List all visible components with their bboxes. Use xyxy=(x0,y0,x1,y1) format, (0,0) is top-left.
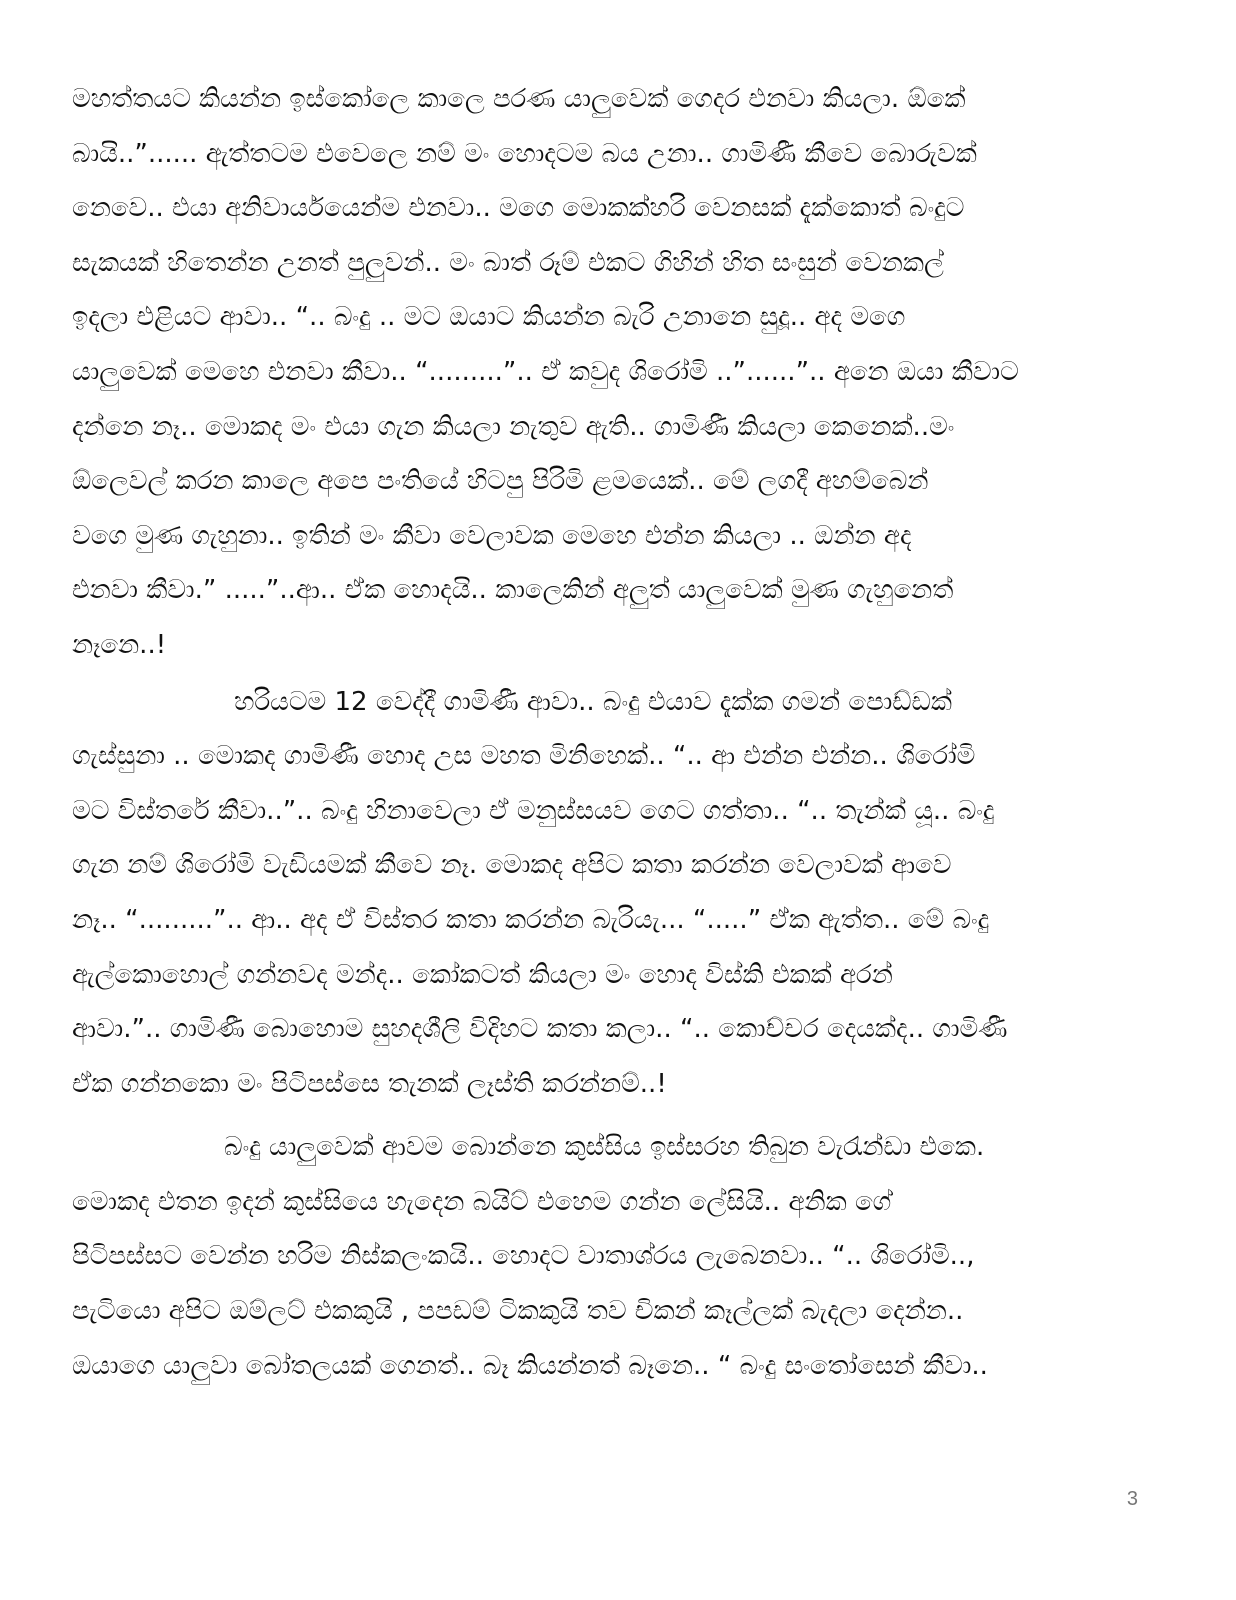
text-line: ඕලෙවල් කරන කාලෙ අපෙ පංතියේ හිටපු පිරිමි ළමයෙක්.. මේ ලගදී අහම්බෙන් xyxy=(72,466,929,497)
text-line: දන්නෙ නෑ.. මොකද මං එයා ගැන කියලා නැතුව ඇති.. ගාමිණී කියලා කෙනෙක්..මං xyxy=(72,411,955,442)
text-line: එනවා කීවා.” .....”..ආ.. ඒක හොදයි.. කාලෙකින් අලුත් යාලුවෙක් මුණ ගැහුනෙත් xyxy=(72,575,954,606)
text-line: පැටියො අපිට ඔම්ලට් එකකුයි , පපඩම් ටිකකුයි තව චිකන් කෑල්ලක් බැදලා දෙන්න.. xyxy=(72,1296,964,1327)
text-line: ඔයාගෙ යාලුවා බෝතලයක් ගෙනත්.. බෑ කියන්නත් බෑනෙ.. “ බංදු සංතෝසෙන් කීවා.. xyxy=(72,1350,988,1381)
paragraph-3 xyxy=(72,1120,1152,1393)
text-line: වගෙ මුණ ගැහුනා.. ඉතින් මං කීවා වෙලාවක මෙහෙ එන්න කියලා .. ඔන්න අද xyxy=(72,520,912,551)
page-number: 3 xyxy=(1126,1488,1138,1510)
text-line: ඇල්කොහොල් ගන්නවද මන්ද.. කෝකටත් කියලා මං හොද විස්කි එකක් අරන් xyxy=(72,959,893,990)
text-line: ආවා.”.. ගාමිණී බොහොම සුහදශීලි විදිහට කතා කලා.. “.. කොච්චර දෙයක්ද.. ගාමිණී xyxy=(72,1014,1008,1045)
paragraph-1 xyxy=(72,72,1152,673)
text-line: යාලුවෙක් මෙහෙ එනවා කීවා.. “.........”.. ඒ කවුද ශිරෝමි ..”......”.. අනෙ ඔයා කීවාට xyxy=(72,356,1019,387)
text-line: සැකයක් හිතෙන්න උනත් පුලුවන්.. මං බාත් රූම් එකට ගිහින් හිත සංසුන් වෙනකල් xyxy=(72,247,944,278)
text-line: හරියටම 12 වෙද්දී ගාමිණී ආවා.. බංදු එයාව දැක්ක ගමන් පොඩ්ඩක් xyxy=(234,686,952,717)
text-line: බායි..”...... ඇත්තටම එවෙලෙ නම් මං හොදටම බය උනා.. ගාමිණී කීවෙ බොරුවක් xyxy=(72,138,977,169)
text-line: මට විස්තරේ කීවා..”.. බංදු හිනාවෙලා ඒ මනුස්සයව ගෙට ගත්තා.. “.. තැන්ක් යූ.. බංදු xyxy=(72,795,995,826)
paragraph-2 xyxy=(72,675,1152,1112)
text-line: නෑ.. “.........”.. ආ.. අද ඒ විස්තර කතා කරන්න බැරියැ... “.....” ඒක ඇත්ත.. මේ බංදු xyxy=(72,904,990,935)
text-line: පිටිපස්සට වෙන්න හරිම නිස්කලංකයි.. හොදට වාතාශ්රය ලැබෙනවා.. “.. ශිරෝමි.., xyxy=(72,1241,975,1272)
text-line: නෑනෙ..! xyxy=(72,629,167,660)
body-text xyxy=(72,72,1152,1393)
text-line: බංදු යාලුවෙක් ආවම බොන්නෙ කුස්සිය ඉස්සරහ තිබුන වැරැන්ඩා එකෙ. xyxy=(224,1132,985,1163)
text-line: නෙවෙ.. එයා අනිවාර්යයෙන්ම එනවා.. මගෙ මොකක්හරි වෙනසක් දැක්කොත් බංදුට xyxy=(72,193,965,224)
text-line: ගැන නම් ශිරෝමි වැඩියමක් කීවෙ නෑ. මොකද අපිට කතා කරන්න වෙලාවක් ආවෙ xyxy=(72,850,952,881)
text-line: ඉදලා එළියට ආවා.. “.. බංදු .. මට ඔයාට කියන්න බැරි උනානෙ සුදූ.. අද මගෙ xyxy=(72,302,906,333)
text-line: මොකද එතන ඉදන් කුස්සියෙ හැදෙන බයිට් එහෙම ගන්න ලේසියි.. අනික ගේ xyxy=(72,1186,892,1217)
text-line: ගැස්සුනා .. මොකද ගාමිණී හොද උස මහත මිනිහෙක්.. “.. ආ එන්න එන්න.. ශිරෝමි xyxy=(72,741,976,772)
text-line: ඒක ගන්නකො මං පිටිපස්සෙ තැනක් ලෑස්ති කරන්නම්..! xyxy=(72,1068,667,1099)
text-line: මහත්තයට කියන්න ඉස්කෝලෙ කාලෙ පරණ යාලුවෙක් ගෙදර එනවා කියලා. ඕකේ xyxy=(72,84,966,114)
